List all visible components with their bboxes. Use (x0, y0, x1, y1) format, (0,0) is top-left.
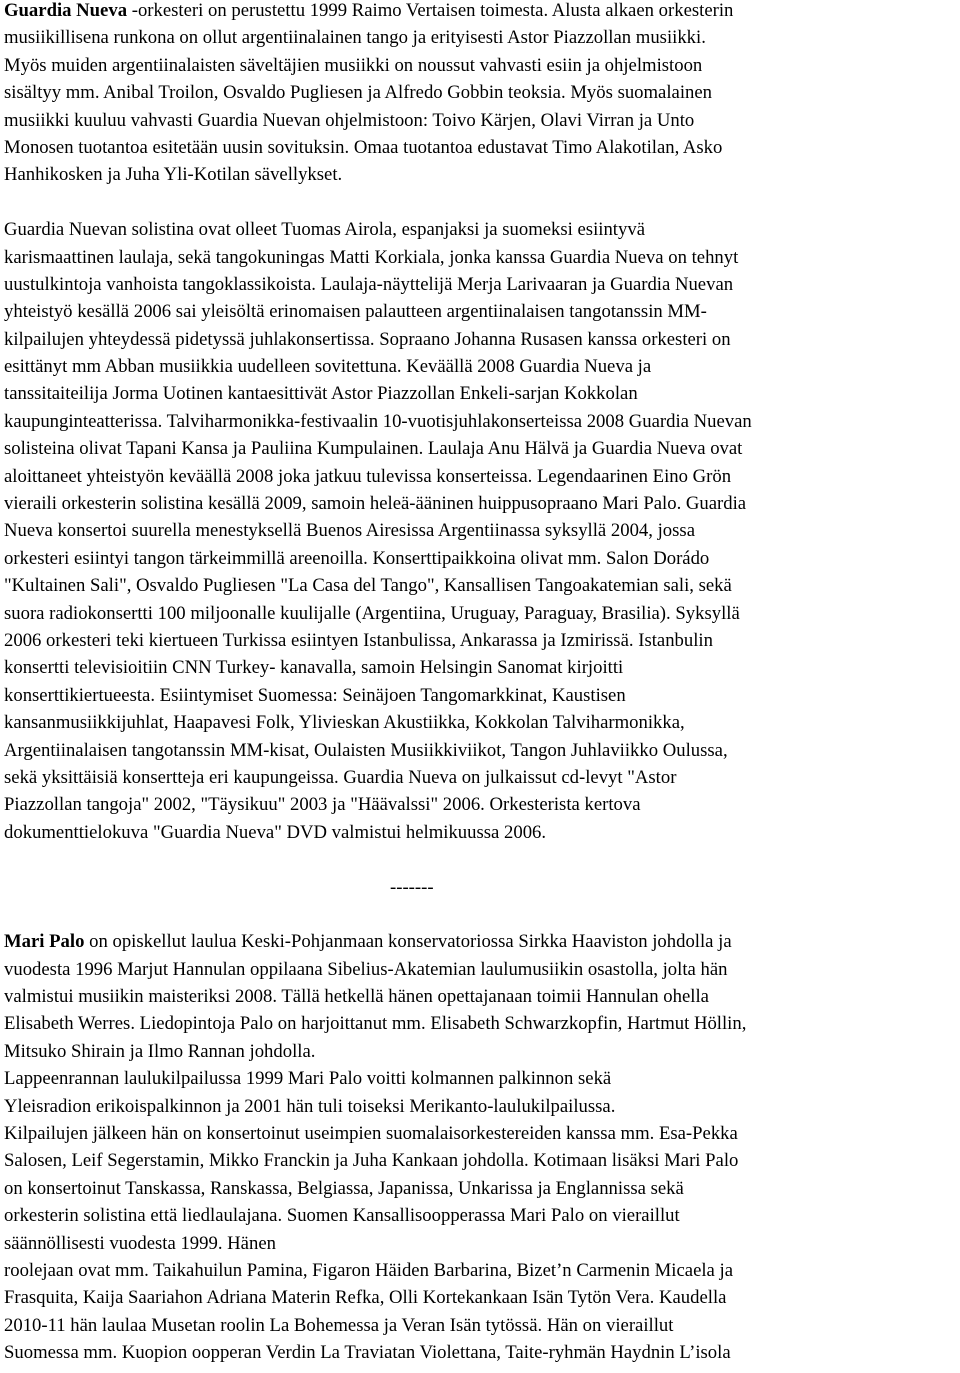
text-line: tanssitaiteilija Jorma Uotinen kantaesittivät Astor Piazzollan Enkeli-sarjan Kokkolan (4, 383, 638, 405)
text-line: Yleisradion erikoispalkinnon ja 2001 hän tuli toiseksi Merikanto-laulukilpailussa. (4, 1095, 616, 1117)
text-line: 2006 orkesteri teki kiertueen Turkissa esiintyen Istanbulissa, Ankarassa ja Izmirissä. Istanbulin (4, 629, 713, 651)
bold-heading-guardia-nueva: Guardia Nueva (4, 0, 128, 21)
text-line: sekä yksittäisiä konsertteja eri kaupungeissa. Guardia Nueva on julkaissut cd-levyt "Astor (4, 766, 677, 788)
text-line: suora radiokonsertti 100 miljoonalle kuulijalle (Argentiina, Uruguay, Paraguay, Brasilia). Syksyllä (4, 602, 740, 624)
text-line: kilpailujen yhteydessä pidetyssä juhlakonsertissa. Sopraano Johanna Rusasen kanssa orkesteri on (4, 328, 731, 350)
text-line: esittänyt mm Abban musiikkia uudelleen sovitettuna. Keväällä 2008 Guardia Nueva ja (4, 356, 652, 378)
text-line: solisteina olivat Tapani Kansa ja Pauliina Kumpulainen. Laulaja Anu Hälvä ja Guardia Nueva ovat (4, 438, 743, 460)
text-line: vuodesta 1996 Marjut Hannulan oppilaana Sibelius-Akatemian laulumusiikin osastolla, jolta hän (4, 958, 728, 980)
text-line: "Kultainen Sali", Osvaldo Pugliesen "La Casa del Tango", Kansallisen Tangoakatemian sali, sekä (4, 575, 732, 597)
text-line: Guardia Nueva -orkesteri on perustettu 1999 Raimo Vertaisen toimesta. Alusta alkaen orkesterin (4, 0, 734, 21)
text-line: valmistui musiikin maisteriksi 2008. Tällä hetkellä hänen opettajanaan toimii Hannulan ohella (4, 986, 709, 1008)
text-line: Mari Palo on opiskellut laulua Keski-Pohjanmaan konservatoriossa Sirkka Haaviston johdolla ja (4, 931, 732, 953)
text-line: säännöllisesti vuodesta 1999. Hänen (4, 1232, 276, 1254)
text-line: Myös muiden argentiinalaisten säveltäjien musiikki on noussut vahvasti esiin ja ohjelmistoon (4, 54, 703, 76)
text-line: sisältyy mm. Anibal Troilon, Osvaldo Pugliesen ja Alfredo Gobbin teoksia. Myös suomalainen (4, 82, 713, 104)
text-line: Lappeenrannan laulukilpailussa 1999 Mari Palo voitti kolmannen palkinnon sekä (4, 1068, 612, 1090)
text-line: Frasquita, Kaija Saariahon Adriana Materin Refka, Olli Kortekankaan Isän Tytön Vera. Kaudella (4, 1287, 727, 1309)
text-line: Elisabeth Werres. Liedopintoja Palo on harjoittanut mm. Elisabeth Schwarzkopfin, Hartmut Höllin, (4, 1013, 747, 1035)
paragraph-gap (4, 901, 956, 928)
text-line: kansanmusiikkijuhlat, Haapavesi Folk, Ylivieskan Akustiikka, Kokkolan Talviharmonikka, (4, 712, 685, 734)
text-line: roolejaan ovat mm. Taikahuilun Pamina, Figaron Häiden Barbarina, Bizet’n Carmenin Micaela ja (4, 1259, 734, 1281)
text-line: yhteistyö kesällä 2006 sai yleisöltä erinomaisen palautteen argentiinalaisen tangotanssin MM- (4, 301, 707, 323)
text-line: Hanhikosken ja Juha Yli-Kotilan sävellykset. (4, 164, 343, 186)
document-page (4, 0, 956, 1367)
text-line: Piazzollan tangoja" 2002, "Täysikuu" 2003 ja "Häävalssi" 2006. Orkesterista kertova (4, 794, 641, 816)
text-line: Monosen tuotantoa esitetään uusin sovituksin. Omaa tuotantoa edustavat Timo Alakotilan, Asko (4, 136, 723, 158)
text-line: Salosen, Leif Segerstamin, Mikko Franckin ja Juha Kankaan johdolla. Kotimaan lisäksi Mari Palo (4, 1150, 739, 1172)
text-line: Suomessa mm. Kuopion oopperan Verdin La Traviatan Violettana, Taite-ryhmän Haydnin L’isola (4, 1342, 731, 1364)
text-line: musiikki kuuluu vahvasti Guardia Nuevan ohjelmistoon: Toivo Kärjen, Olavi Virran ja Unto (4, 109, 695, 131)
text-line: konserttikiertueesta. Esiintymiset Suomessa: Seinäjoen Tangomarkkinat, Kaustisen (4, 684, 626, 706)
text-line: konsertti televisioitiin CNN Turkey- kanavalla, samoin Helsingin Sanomat kirjoitti (4, 657, 624, 679)
text-line: Mitsuko Shirain ja Ilmo Rannan johdolla. (4, 1040, 316, 1062)
text-line: vieraili orkesterin solistina kesällä 2009, samoin heleä-ääninen huippusopraano Mari Palo. Guardia (4, 493, 747, 515)
text-line: orkesterin solistina että liedlaulajana. Suomen Kansallisoopperassa Mari Palo on vieraillut (4, 1205, 680, 1227)
text-line: 2010-11 hän laulaa Musetan roolin La Bohemessa ja Veran Isän tytössä. Hän on vieraillut (4, 1314, 674, 1336)
paragraph-gap (4, 189, 956, 216)
bold-heading-mari-palo: Mari Palo (4, 931, 85, 953)
text-line: on konsertoinut Tanskassa, Ranskassa, Belgiassa, Japanissa, Unkarissa ja Englannissa sekä (4, 1177, 684, 1199)
text-line: uustulkintoja vanhoista tangoklassikoista. Laulaja-näyttelijä Merja Larivaaran ja Guardia Nuevan (4, 273, 734, 295)
paragraph-mari-palo (4, 928, 956, 1366)
text-line: orkesteri esiintyi tangon tärkeimmillä areenoilla. Konserttipaikkoina olivat mm. Salon Dorádo (4, 547, 710, 569)
text-line: Kilpailujen jälkeen hän on konsertoinut useimpien suomalaisorkestereiden kanssa mm. Esa-Pekka (4, 1123, 738, 1145)
text-line: karismaattinen laulaja, sekä tangokuningas Matti Korkiala, jonka kanssa Guardia Nueva on tehnyt (4, 246, 739, 268)
text-line: musiikillisena runkona on ollut argentiinalainen tango ja erityisesti Astor Piazzollan musiikki. (4, 27, 706, 49)
text-line: Argentiinalaisen tangotanssin MM-kisat, Oulaisten Musiikkiviikot, Tangon Juhlaviikko Oulussa, (4, 739, 728, 761)
text-line: Guardia Nuevan solistina ovat olleet Tuomas Airola, espanjaksi ja suomeksi esiintyvä (4, 219, 645, 241)
section-separator: ------- (390, 876, 434, 898)
text-line: aloittaneet yhteistyön keväällä 2008 joka jatkuu tulevissa konserteissa. Legendaarinen Eino Grön (4, 465, 732, 487)
paragraph-gap (4, 846, 956, 873)
text-line: kaupunginteatterissa. Talviharmonikka-festivaalin 10-vuotisjuhlakonserteissa 2008 Guardia Nuevan (4, 410, 752, 432)
paragraph-guardia-nueva-intro (4, 0, 956, 189)
text-line: dokumenttielokuva "Guardia Nueva" DVD valmistui helmikuussa 2006. (4, 821, 547, 843)
paragraph-soloists (4, 216, 956, 846)
text-line: Nueva konsertoi suurella menestyksellä Buenos Airesissa Argentiinassa syksyllä 2004, jossa (4, 520, 695, 542)
